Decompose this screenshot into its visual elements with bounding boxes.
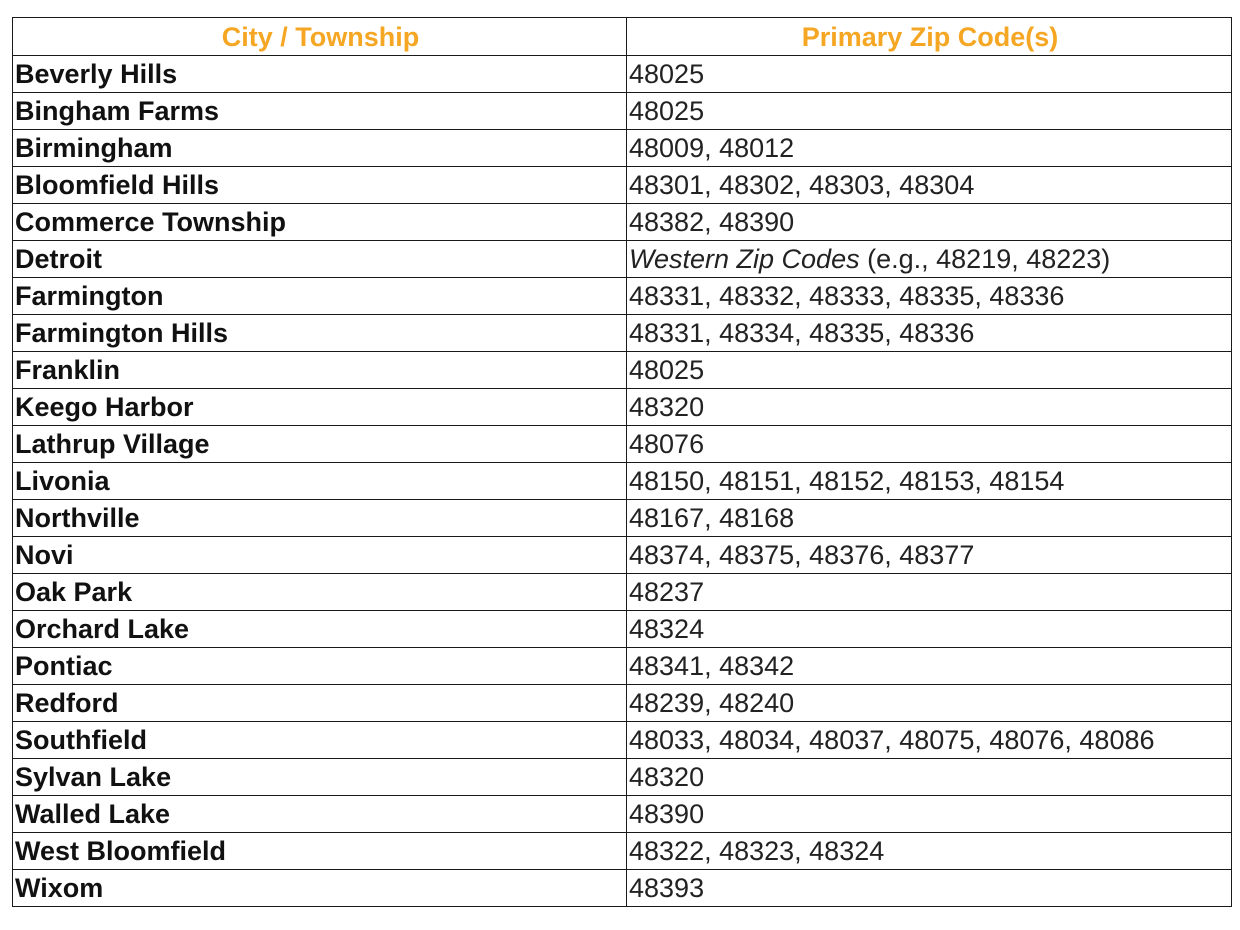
- city-cell: Bloomfield Hills: [13, 167, 627, 204]
- zip-cell: 48167, 48168: [627, 500, 1232, 537]
- header-city: City / Township: [13, 18, 627, 56]
- city-cell: Bingham Farms: [13, 93, 627, 130]
- city-cell: Wixom: [13, 870, 627, 907]
- city-cell: Lathrup Village: [13, 426, 627, 463]
- table-row: [13, 352, 1232, 389]
- city-cell: Pontiac: [13, 648, 627, 685]
- table-row: [13, 685, 1232, 722]
- zip-cell: 48324: [627, 611, 1232, 648]
- table-row: [13, 389, 1232, 426]
- table-row: [13, 648, 1232, 685]
- table-row: [13, 315, 1232, 352]
- city-cell: Keego Harbor: [13, 389, 627, 426]
- zip-cell: 48320: [627, 759, 1232, 796]
- city-cell: Detroit: [13, 241, 627, 278]
- city-cell: Beverly Hills: [13, 56, 627, 93]
- zip-cell: 48025: [627, 93, 1232, 130]
- zip-cell: 48301, 48302, 48303, 48304: [627, 167, 1232, 204]
- table-row: [13, 130, 1232, 167]
- table-row: [13, 500, 1232, 537]
- city-cell: Sylvan Lake: [13, 759, 627, 796]
- table-row: [13, 56, 1232, 93]
- city-cell: Northville: [13, 500, 627, 537]
- table-row: [13, 241, 1232, 278]
- table-row: [13, 870, 1232, 907]
- zip-cell: 48237: [627, 574, 1232, 611]
- city-cell: Redford: [13, 685, 627, 722]
- zip-cell: 48374, 48375, 48376, 48377: [627, 537, 1232, 574]
- table-row: [13, 167, 1232, 204]
- city-cell: West Bloomfield: [13, 833, 627, 870]
- table-row: [13, 611, 1232, 648]
- zip-cell: 48239, 48240: [627, 685, 1232, 722]
- table-row: [13, 796, 1232, 833]
- table-header: [13, 18, 1232, 56]
- zip-cell: 48320: [627, 389, 1232, 426]
- header-row: [13, 18, 1232, 56]
- zip-cell: 48393: [627, 870, 1232, 907]
- zip-cell: 48076: [627, 426, 1232, 463]
- zip-note: Western Zip Codes: [629, 244, 860, 274]
- city-cell: Franklin: [13, 352, 627, 389]
- zip-cell: 48025: [627, 56, 1232, 93]
- table-row: [13, 278, 1232, 315]
- city-cell: Birmingham: [13, 130, 627, 167]
- city-cell: Commerce Township: [13, 204, 627, 241]
- zip-cell: 48390: [627, 796, 1232, 833]
- city-cell: Farmington: [13, 278, 627, 315]
- city-cell: Farmington Hills: [13, 315, 627, 352]
- table-row: [13, 833, 1232, 870]
- city-cell: Novi: [13, 537, 627, 574]
- zip-cell: 48341, 48342: [627, 648, 1232, 685]
- city-cell: Oak Park: [13, 574, 627, 611]
- zip-cell: 48009, 48012: [627, 130, 1232, 167]
- city-cell: Livonia: [13, 463, 627, 500]
- table-row: [13, 722, 1232, 759]
- zip-code-table: [12, 17, 1232, 907]
- zip-cell: 48331, 48332, 48333, 48335, 48336: [627, 278, 1232, 315]
- table-row: [13, 426, 1232, 463]
- zip-cell: 48322, 48323, 48324: [627, 833, 1232, 870]
- city-cell: Walled Lake: [13, 796, 627, 833]
- table-row: [13, 463, 1232, 500]
- table-row: [13, 574, 1232, 611]
- city-cell: Southfield: [13, 722, 627, 759]
- table-row: [13, 204, 1232, 241]
- zip-cell: 48382, 48390: [627, 204, 1232, 241]
- zip-cell: 48331, 48334, 48335, 48336: [627, 315, 1232, 352]
- table-row: [13, 759, 1232, 796]
- zip-cell: 48150, 48151, 48152, 48153, 48154: [627, 463, 1232, 500]
- zip-cell: [627, 241, 1232, 278]
- table-row: [13, 93, 1232, 130]
- city-cell: Orchard Lake: [13, 611, 627, 648]
- zip-cell: 48025: [627, 352, 1232, 389]
- table-row: [13, 537, 1232, 574]
- zip-values: (e.g., 48219, 48223): [859, 244, 1111, 274]
- table-body: [13, 56, 1232, 907]
- header-zip: Primary Zip Code(s): [627, 18, 1232, 56]
- zip-cell: 48033, 48034, 48037, 48075, 48076, 48086: [627, 722, 1232, 759]
